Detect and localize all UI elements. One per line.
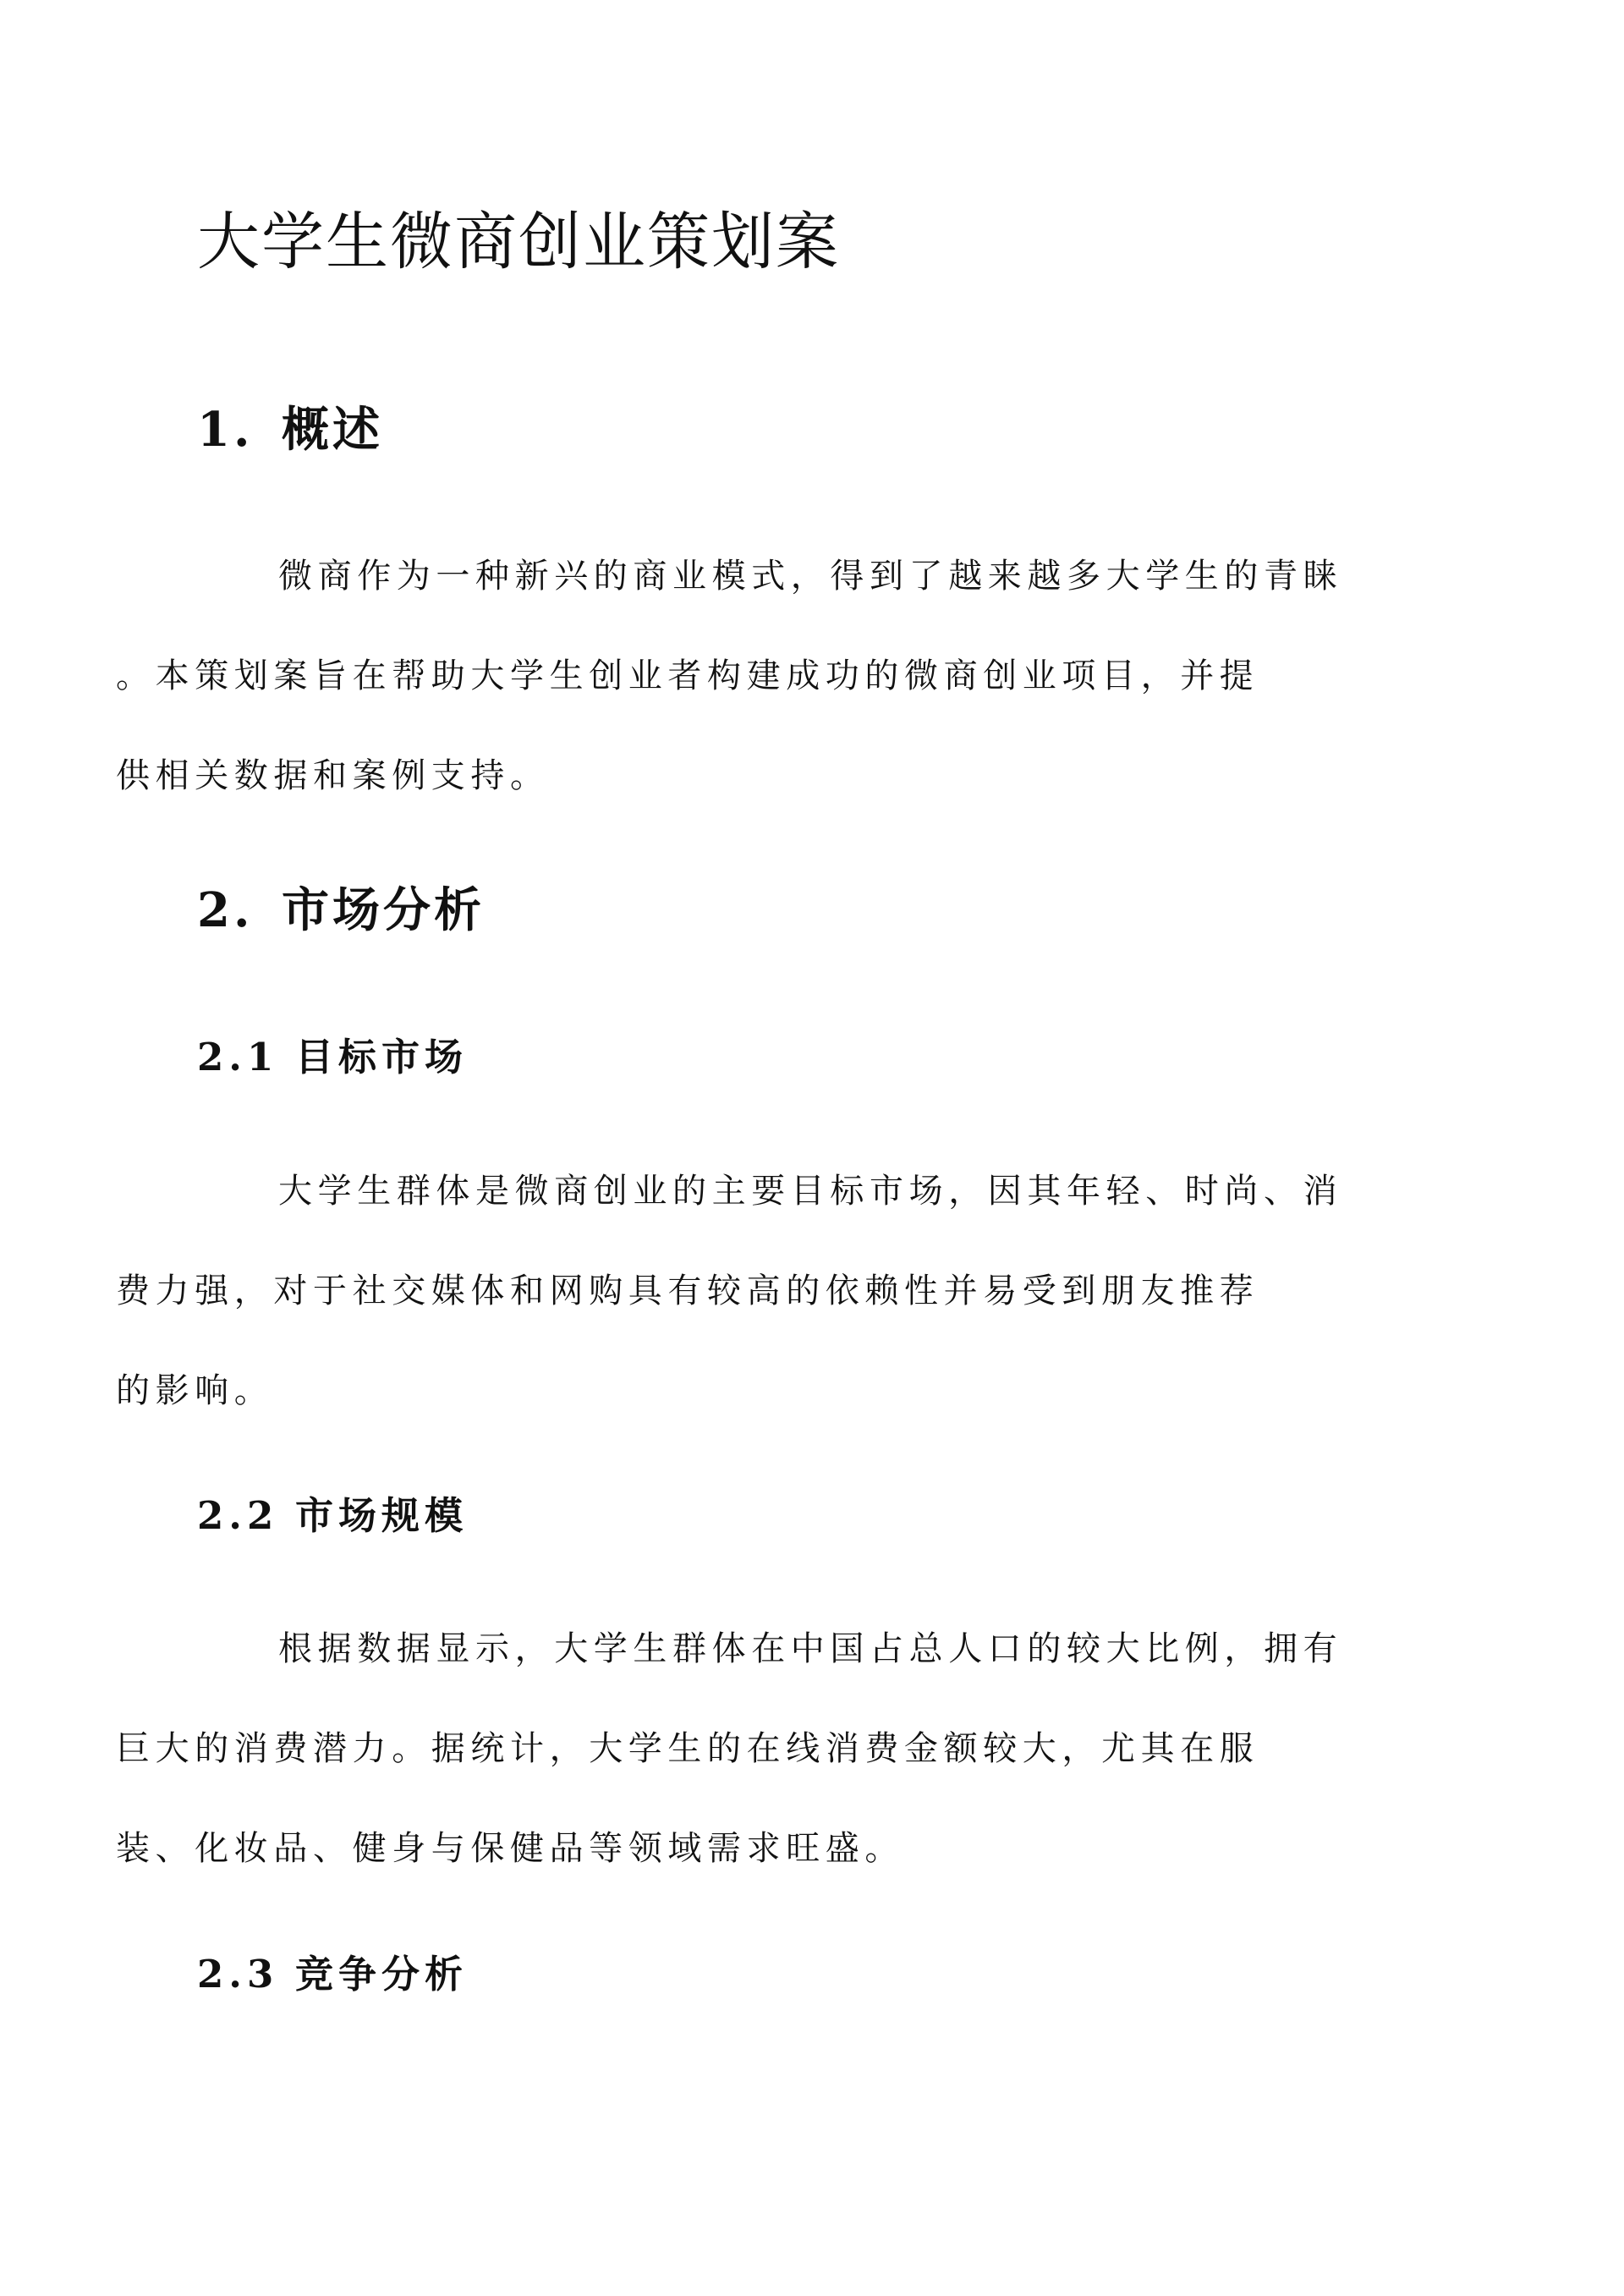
paragraph-line: 供相关数据和案例支持。 — [116, 756, 550, 795]
section-heading-overview — [197, 396, 383, 464]
document-title: 大学生微商创业策划案 — [197, 206, 840, 278]
subsection-title: 竞争分析 — [295, 1952, 469, 1997]
paragraph-line: 装、化妆品、健身与保健品等领域需求旺盛。 — [116, 1829, 904, 1868]
section-number: 1. — [197, 402, 254, 458]
market-size-paragraph — [116, 1599, 1424, 1898]
subsection-heading-competition-analysis — [197, 1947, 468, 2002]
paragraph-line: 微商作为一种新兴的商业模式，得到了越来越多大学生的青睐 — [278, 557, 1343, 596]
paragraph-line: 巨大的消费潜力。据统计，大学生的在线消费金额较大，尤其在服 — [116, 1729, 1259, 1768]
subsection-heading-target-market — [197, 1030, 468, 1085]
paragraph-line: 根据数据显示，大学生群体在中国占总人口的较大比例，拥有 — [278, 1629, 1343, 1668]
subsection-heading-market-size — [197, 1489, 468, 1543]
paragraph-line: 费力强，对于社交媒体和网购具有较高的依赖性并易受到朋友推荐 — [116, 1272, 1259, 1310]
target-market-paragraph — [116, 1141, 1424, 1441]
paragraph-line: 大学生群体是微商创业的主要目标市场，因其年轻、时尚、消 — [278, 1172, 1343, 1211]
paragraph-line: 。本策划案旨在帮助大学生创业者构建成功的微商创业项目，并提 — [116, 656, 1259, 695]
subsection-title: 市场规模 — [295, 1493, 469, 1538]
paragraph-line: 的影响。 — [116, 1371, 274, 1410]
section-title: 概述 — [282, 402, 383, 458]
section-heading-market-analysis — [197, 876, 485, 944]
subsection-title: 目标市场 — [295, 1035, 469, 1079]
subsection-number: 2.3 — [197, 1952, 279, 1997]
section-number: 2. — [197, 882, 254, 938]
section-title: 市场分析 — [282, 882, 485, 938]
overview-paragraph — [116, 526, 1424, 826]
subsection-number: 2.1 — [197, 1035, 279, 1079]
subsection-number: 2.2 — [197, 1493, 279, 1538]
